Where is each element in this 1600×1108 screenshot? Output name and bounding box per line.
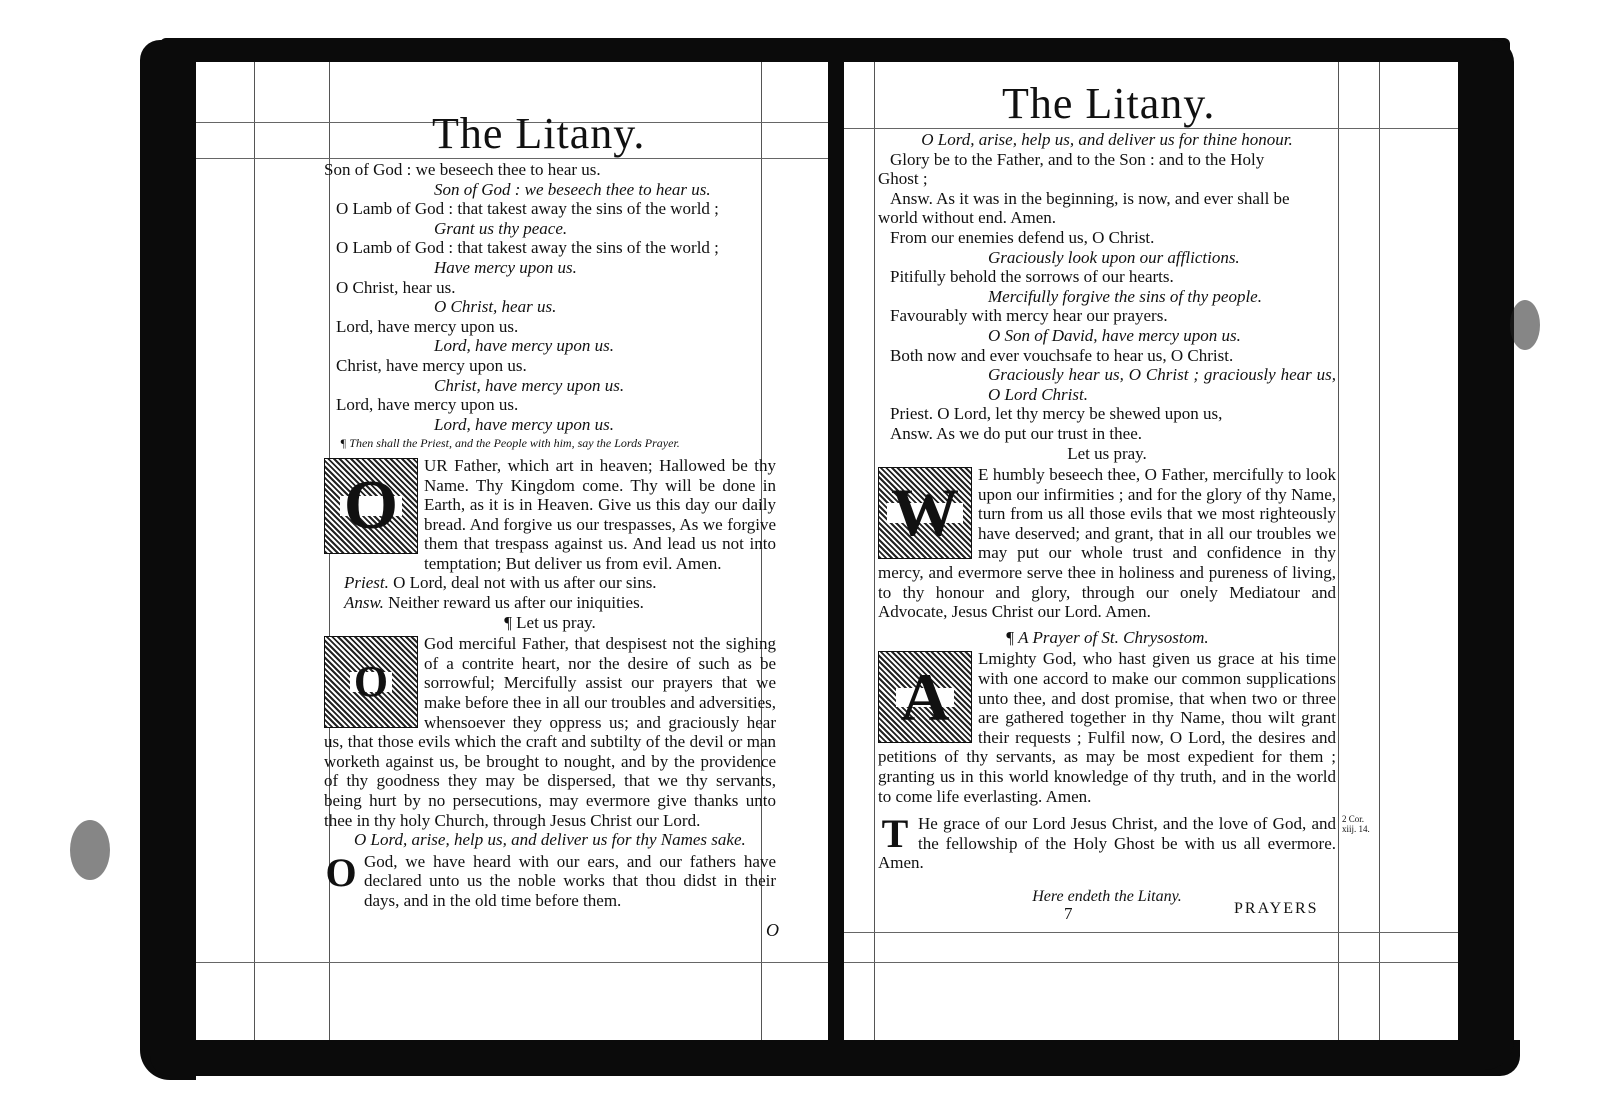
bottom-rule — [844, 932, 1458, 933]
versicle-line: Let us pray. — [1067, 443, 1147, 463]
versicle-line: Lord, have mercy upon us. — [434, 414, 615, 434]
ornate-initial-o — [324, 458, 418, 554]
margin-rule — [254, 62, 255, 1040]
versicle-line: From our enemies defend us, O Christ. — [890, 227, 1155, 247]
versicle-line: O Lamb of God : that takest away the sins of the world ; — [336, 199, 719, 219]
versicle-line: O Son of David, have mercy upon us. — [988, 325, 1241, 345]
versicle-line: Pitifully behold the sorrows of our hearts. — [890, 267, 1174, 287]
margin-rule — [1338, 62, 1339, 1040]
end-line: Here endeth the Litany. — [1032, 887, 1182, 905]
priest-versicle — [324, 573, 776, 593]
margin-rule — [1379, 62, 1380, 1040]
scan-noise — [70, 820, 110, 880]
answer-text: Neither reward us after our iniquities. — [388, 593, 644, 613]
versicle-line: Answ. As we do put our trust in thee. — [890, 423, 1142, 443]
versicle-line: Graciously hear us, O Christ ; graciously hear us, O Lord Christ. — [988, 365, 1336, 404]
chrysostom-text: Lmighty God, who hast given us grace at his time with one accord to make our common supplications unto thee, and dost promise, that when two or three are gathered together in thy Name, thou wilt grant their requests ; Fulfil now, O Lord, the desires and petitions of thy servants, as may be most expedient for them ; granting us in this world knowledge of thy truth, and in the world to come life everlasting. Amen. — [878, 649, 1336, 806]
versicle-line: world without end. Amen. — [878, 208, 1057, 228]
rubric: ¶ Then shall the Priest, and the People with him, say the Lords Prayer. — [340, 436, 680, 451]
left-page — [196, 62, 828, 1040]
chrysostom-prayer — [878, 649, 1336, 806]
bordered-initial-o — [324, 636, 418, 728]
priest-label: Priest. — [344, 573, 389, 593]
let-us-pray: ¶ Let us pray. — [504, 612, 596, 632]
initial-letter: O — [340, 496, 402, 516]
ornate-initial-w — [878, 467, 972, 559]
initial-letter: O — [350, 672, 392, 692]
versicle-line: Glory be to the Father, and to the Son : and to the Holy — [890, 149, 1265, 169]
versicle-line: Christ, have mercy upon us. — [336, 355, 527, 375]
versicle-line: Mercifully forgive the sins of thy people. — [988, 286, 1262, 306]
versicle-line: O Lamb of God : that takest away the sins of the world ; — [336, 238, 719, 258]
versicle-line: Grant us thy peace. — [434, 218, 568, 238]
book-left-edge — [140, 40, 196, 1080]
catchword-left: O — [766, 920, 779, 940]
bottom-rule — [196, 962, 828, 963]
versicles-list — [878, 130, 1336, 463]
versicle-line: Graciously look upon our afflictions. — [988, 247, 1240, 267]
priest-text: O Lord, deal not with us after our sins. — [393, 573, 657, 593]
answer-response — [324, 593, 776, 613]
versicle-line: Favourably with mercy hear our prayers. — [890, 306, 1168, 326]
book-right-edge — [1458, 40, 1514, 1070]
left-text-block — [324, 160, 776, 911]
page-title-right: The Litany. — [1002, 79, 1216, 128]
versicle-line: Answ. As it was in the beginning, is now, and ever shall be — [890, 188, 1290, 208]
book-spine — [828, 40, 844, 1060]
page-number: 7 — [1064, 904, 1073, 923]
initial-letter: A — [896, 688, 953, 708]
right-page — [844, 62, 1458, 1040]
versicle-line: Both now and ever vouchsafe to hear us, O Christ. — [890, 345, 1234, 365]
collect-text: God merciful Father, that despisest not the sighing of a contrite heart, nor the desire of such as be sorrowful; Mercifully assist our prayers that we make before thee in all our troubles and adversities, whensoever they oppress us; and graciously hear us, that those evils which the craft and subtilty of the devil or man worketh against us, be brought to nought, and by the providence of thy goodness they may be dispersed, that we thy servants, being hurt by no persecutions, may evermore give thanks unto thee in thy holy Church, through Jesus Christ our Lord. — [324, 634, 776, 830]
versicle-line: Son of God : we beseech thee to hear us. — [434, 179, 711, 199]
bottom-rule — [844, 962, 1458, 963]
right-text-block — [878, 130, 1336, 907]
versicle-line: O Lord, arise, help us, and deliver us for thine honour. — [921, 130, 1293, 149]
scan-noise — [1510, 300, 1540, 350]
versicle-line: Ghost ; — [878, 169, 928, 189]
grace-paragraph — [878, 811, 1336, 873]
page-title-left: The Litany. — [432, 109, 646, 158]
margin-note: 2 Cor. xiij. 14. — [1342, 814, 1370, 834]
initial-o — [324, 849, 358, 895]
answer-label: Answ. — [344, 593, 384, 613]
initial-t — [878, 811, 912, 857]
we-humbly-text: E humbly beseech thee, O Father, mercifully to look upon our infirmities ; and for the glory of thy Name, turn from us all those evils that we most righteously have deserved; and grant, that in all our troubles we may put our whole trust and confidence in thy mercy, and evermore serve thee in holiness and pureness of living, to thy honour and glory, through our onely Mediatour and Advocate, Jesus Christ our Lord. Amen. — [878, 465, 1336, 622]
margin-rule — [874, 62, 875, 1040]
arise-line: O Lord, arise, help us, and deliver us for thy Names sake. — [354, 830, 746, 850]
versicle-line: O Christ, hear us. — [434, 297, 557, 317]
lords-prayer — [324, 456, 776, 574]
versicle-line: Lord, have mercy upon us. — [336, 316, 519, 336]
versicle-line: Lord, have mercy upon us. — [434, 336, 615, 356]
last-paragraph-text: God, we have heard with our ears, and our fathers have declared unto us the noble works that thou didst in their days, and in the old time before them. — [364, 851, 776, 910]
versicle-line: Son of God : we beseech thee to hear us. — [324, 160, 601, 179]
versicles-list — [324, 160, 776, 434]
ornate-initial-a — [878, 651, 972, 743]
grace-text: He grace of our Lord Jesus Christ, and the love of God, and the fellowship of the Holy Ghost be with us all evermore. Amen. — [878, 814, 1336, 873]
we-humbly-prayer — [878, 465, 1336, 622]
chrysostom-heading: ¶ A Prayer of St. Chrysostom. — [1005, 627, 1209, 647]
versicle-line: Priest. O Lord, let thy mercy be shewed upon us, — [890, 404, 1223, 424]
versicle-line: Have mercy upon us. — [434, 257, 577, 277]
initial-letter: T — [881, 811, 909, 857]
initial-letter: O — [325, 849, 357, 895]
last-paragraph — [324, 849, 776, 911]
lords-prayer-text: UR Father, which art in heaven; Hallowed be thy Name. Thy Kingdom come. Thy will be done in Earth, as it is in Heaven. Give us this day our daily bread. And forgive us our trespasses, As we forgive them that trespass against us. And lead us not into temptation; But deliver us from evil. Amen. — [424, 455, 776, 573]
catchword-right: PRAYERS — [1234, 900, 1319, 917]
collect — [324, 634, 776, 830]
versicle-line: Christ, have mercy upon us. — [434, 375, 625, 395]
versicle-line: Lord, have mercy upon us. — [336, 395, 519, 415]
versicle-line: O Christ, hear us. — [336, 277, 456, 297]
initial-letter: W — [887, 503, 963, 523]
